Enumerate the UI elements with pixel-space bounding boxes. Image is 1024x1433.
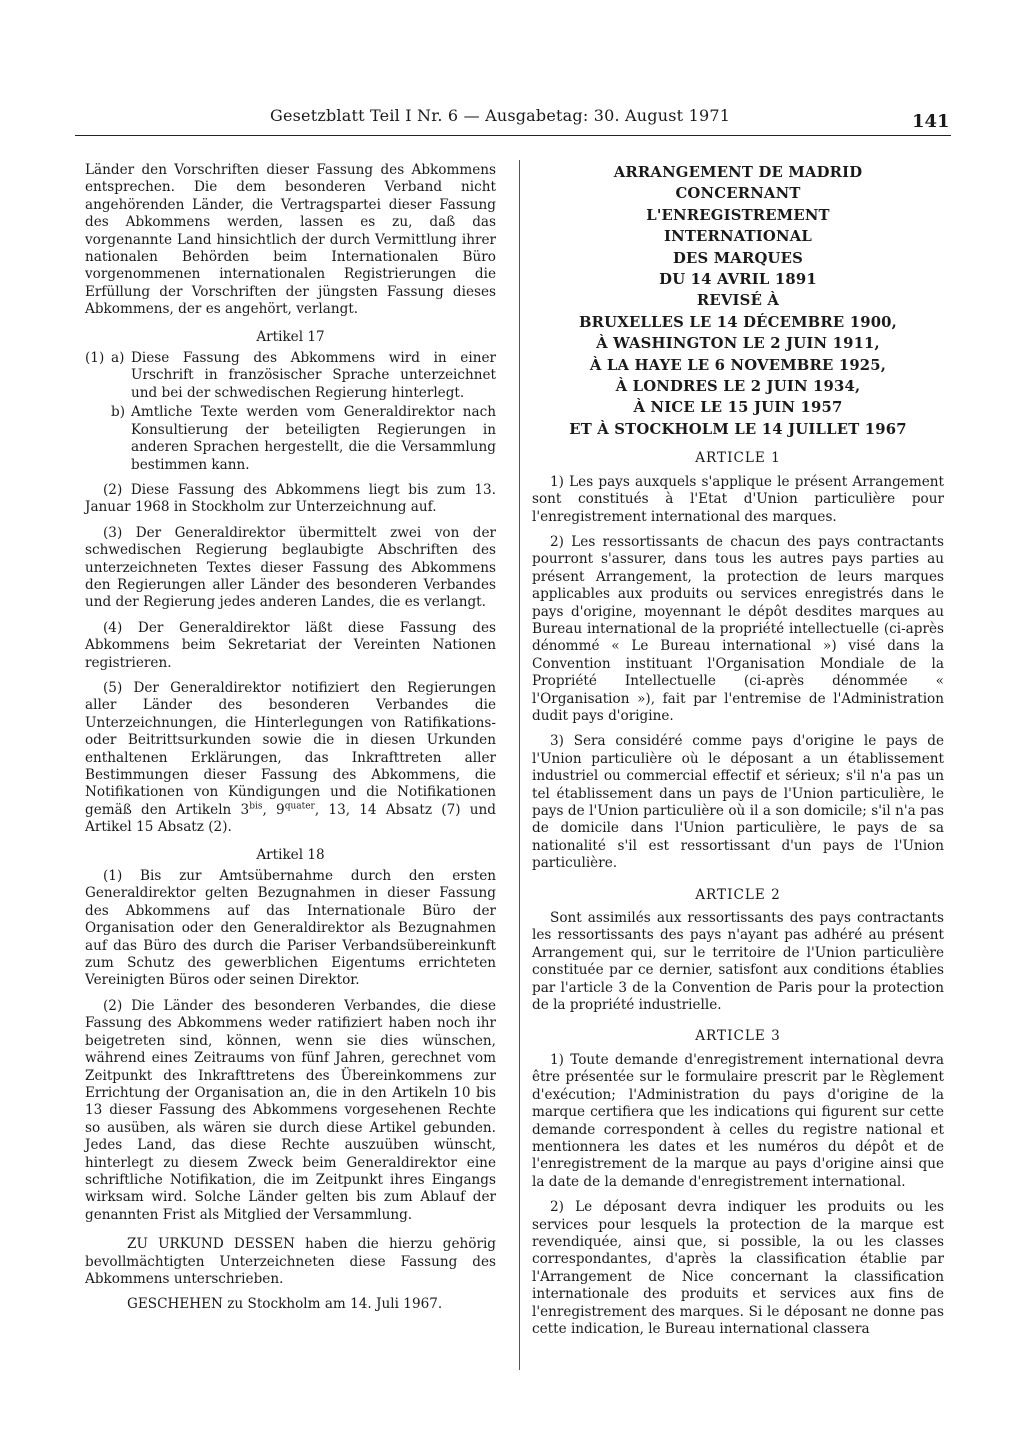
paragraph-number: (1) (85, 350, 105, 367)
artikel-17-1b: Amtliche Texte werden vom Generaldirektor nach Konsultierung der beteiligten Regierungen in anderen Sprachen hergestellt, die die Versammlung bestimmen kann. (131, 404, 496, 473)
title-line: ARRANGEMENT DE MADRID (613, 164, 863, 181)
header-rule (75, 135, 951, 136)
title-line: L'ENREGISTREMENT (646, 206, 830, 224)
article-1-paragraph-2: 2) Les ressortissants de chacun des pays contractants pourront s'assurer, dans tous les autres pays parties au présent Arrangement, la protection de leurs marques applicables aux produits ou services enregistrés dans le pays d'origine, moyennant le dépôt desdites marques au Bureau international de la propriété intellectuelle (ci-après dénommé « Le Bureau international ») visé dans la Convention instituant l'Organisation Mondiale de la Propriété Intellectuelle (ci-après dénommée « l'Organisation »), fait par l'entremise de l'Administration dudit pays d'origine. (532, 533, 944, 724)
title-line: INTERNATIONAL (663, 228, 813, 246)
title-line: CONCERNANT (675, 185, 801, 203)
artikel-17-paragraph-1 (85, 350, 496, 402)
artikel-17-paragraph-3: (3) Der Generaldirektor übermittelt zwei von der schwedischen Regierung beglaubigte Abschriften des unterzeichneten Textes dieser Fassung des Abkommens den Regierungen aller Länder des besonderen Verbandes und der Regierung jedes anderen Landes, die es verlangt. (85, 524, 496, 611)
paragraph-5-text-a: (5) Der Generaldirektor notifiziert den Regierungen aller Länder des besonderen Verbandes die Unterzeichnungen, die Hinterlegungen von Ratifikations- oder Beitrittsurkunden sowie die in diesen Urkunden enthaltenen Erklärungen, das Inkrafttreten aller Bestimmungen dieser Fassung des Abkommens, die Notifikationen von Kündigungen und die Notifikationen gemäß den Artikeln 3 (85, 679, 496, 818)
title-line: ET À STOCKHOLM LE 14 JUILLET 1967 (569, 420, 907, 438)
superscript-bis: bis (249, 801, 263, 812)
artikel-17-heading: Artikel 17 (256, 328, 325, 345)
paragraph-5-text-b: , 9 (262, 801, 285, 818)
signing-place-date: GESCHEHEN zu Stockholm am 14. Juli 1967. (127, 1296, 443, 1313)
paragraph-5-text-c: , 13, 14 Absatz (7) und Artikel 15 Absatz (2). (85, 801, 496, 836)
artikel-18-paragraph-1: (1) Bis zur Amtsübernahme durch den ersten Generaldirektor gelten Bezugnahmen in dieser Fassung des Abkommens auf das Internationale Büro der Organisation oder den Generaldirektor als Bezugnahmen auf das Büro des durch die Pariser Verbandsübereinkunft zum Schutz des gewerblichen Eigentums errichteten Vereinigten Büros oder seinen Direktor. (85, 868, 496, 989)
title-line: À NICE LE 15 JUIN 1957 (633, 399, 843, 417)
closing-formula: ZU URKUND DESSEN haben die hierzu gehörig bevollmächtigten Unterzeichneten diese Fassung des Abkommens unterschrieben. (85, 1236, 496, 1287)
title-line: BRUXELLES LE 14 DÉCEMBRE 1900, (578, 313, 898, 331)
article-2-heading: ARTICLE 2 (695, 886, 781, 903)
artikel-18-heading: Artikel 18 (256, 846, 325, 863)
page-number: 141 (912, 111, 950, 132)
superscript-quater: quater (284, 801, 315, 812)
article-2-paragraph-1: Sont assimilés aux ressortissants des pays contractants les ressortissants des pays n'ayant pas adhéré au présent Arrangement qui, sur le territoire de l'Union particulière constituée par ce dernier, satisfont aux conditions établies par l'article 3 de la Convention de Paris pour la protection de la propriété industrielle. (532, 910, 944, 1014)
title-line: DU 14 AVRIL 1891 (659, 271, 817, 289)
treaty-title (532, 162, 944, 440)
title-line: À WASHINGTON LE 2 JUIN 1911, (596, 335, 880, 353)
artikel-17-paragraph-1b (111, 404, 496, 474)
title-line: DES MARQUES (672, 249, 804, 267)
artikel-17-paragraph-5 (85, 680, 496, 837)
title-line: À LONDRES LE 2 JUIN 1934, (615, 378, 861, 396)
article-3-paragraph-2: 2) Le déposant devra indiquer les produits ou les services pour lesquels la protection de la marque est revendiquée, ainsi que, si possible, la ou les classes correspondantes, d'après la classification établie par l'Arrangement de Nice concernant la classification internationale des produits et services aux fins de l'enregistrement des marques. Si le déposant ne donne pas cette indication, le Bureau international classera (532, 1199, 944, 1337)
article-1-paragraph-1: 1) Les pays auxquels s'applique le présent Arrangement sont constitués à l'Etat d'Union particulière pour l'enregistrement international des marques. (532, 473, 944, 525)
article-3-heading: ARTICLE 3 (695, 1028, 781, 1045)
item-letter: a) (111, 350, 125, 367)
item-letter: b) (111, 404, 126, 421)
artikel-18-paragraph-2: (2) Die Länder des besonderen Verbandes, die diese Fassung des Abkommens weder ratifiziert haben noch ihr beigetreten sind, können, wenn sie dies wünschen, während eines Zeitraums von fünf Jahren, gerechnet vom Zeitpunkt des Inkrafttretens des Übereinkommens zur Errichtung der Organisation an, die in den Artikeln 10 bis 13 dieser Fassung des Abkommens vorgesehenen Rechte so ausüben, als wären sie durch diese Artikel gebunden. Jedes Land, das diese Rechte auszuüben wünscht, hinterlegt zu diesem Zweck beim Generaldirektor eine schriftliche Notifikation, die im Zeitpunkt ihres Eingangs wirksam wird. Solche Länder gelten bis zum Ablauf der genannten Frist als Mitglied der Versammlung. (85, 997, 496, 1223)
title-line: REVISÉ À (696, 292, 780, 310)
column-divider (519, 160, 520, 1370)
artikel-17-paragraph-2: (2) Diese Fassung des Abkommens liegt bis zum 13. Januar 1968 in Stockholm zur Unterzeichnung auf. (85, 481, 496, 516)
right-column (532, 162, 944, 1338)
artikel-17-1a: Diese Fassung des Abkommens wird in einer Urschrift in französischer Sprache unterzeichnet und bei der schwedischen Regierung hinterlegt. (131, 350, 496, 401)
left-column (85, 162, 496, 1314)
running-head: Gesetzblatt Teil I Nr. 6 — Ausgabetag: 30. August 1971 (270, 106, 731, 125)
intro-paragraph: Länder den Vorschriften dieser Fassung des Abkommens entsprechen. Die dem besonderen Verband nicht angehörenden Länder, die Vertragspartei dieser Fassung des Abkommens werden, lassen es zu, daß das vorgenannte Land hinsichtlich der durch Vermittlung ihrer nationalen Behörden beim Internationalen Büro vorgenommenen internationalen Registrierungen die Erfüllung der Vorschriften der jüngsten Fassung dieses Abkommens, der es angehört, verlangt. (85, 162, 496, 318)
artikel-17-paragraph-4: (4) Der Generaldirektor läßt diese Fassung des Abkommens beim Sekretariat der Vereinten Nationen registrieren. (85, 619, 496, 671)
title-line: À LA HAYE LE 6 NOVEMBRE 1925, (589, 356, 887, 374)
article-1-paragraph-3: 3) Sera considéré comme pays d'origine le pays de l'Union particulière où le déposant a un établissement industriel ou commercial effectif et sérieux; s'il n'a pas un tel établissement dans un pays de l'Union particulière, le pays de l'Union particulière où il a son domicile; s'il n'a pas de domicile dans l'Union particulière, le pays de sa nationalité s'il est ressortissant d'un pays de l'Union particulière. (532, 733, 944, 872)
article-1-heading: ARTICLE 1 (695, 450, 781, 467)
article-3-paragraph-1: 1) Toute demande d'enregistrement international devra être présentée sur le formulaire prescrit par le Règlement d'exécution; l'Administration du pays d'origine de la marque certifiera que les indications qui figurent sur cette demande correspondent à celles du registre national et mentionnera les dates et les numéros du dépôt et de l'enregistrement de la marque au pays d'origine ainsi que la date de la demande d'enregistrement international. (532, 1051, 944, 1190)
